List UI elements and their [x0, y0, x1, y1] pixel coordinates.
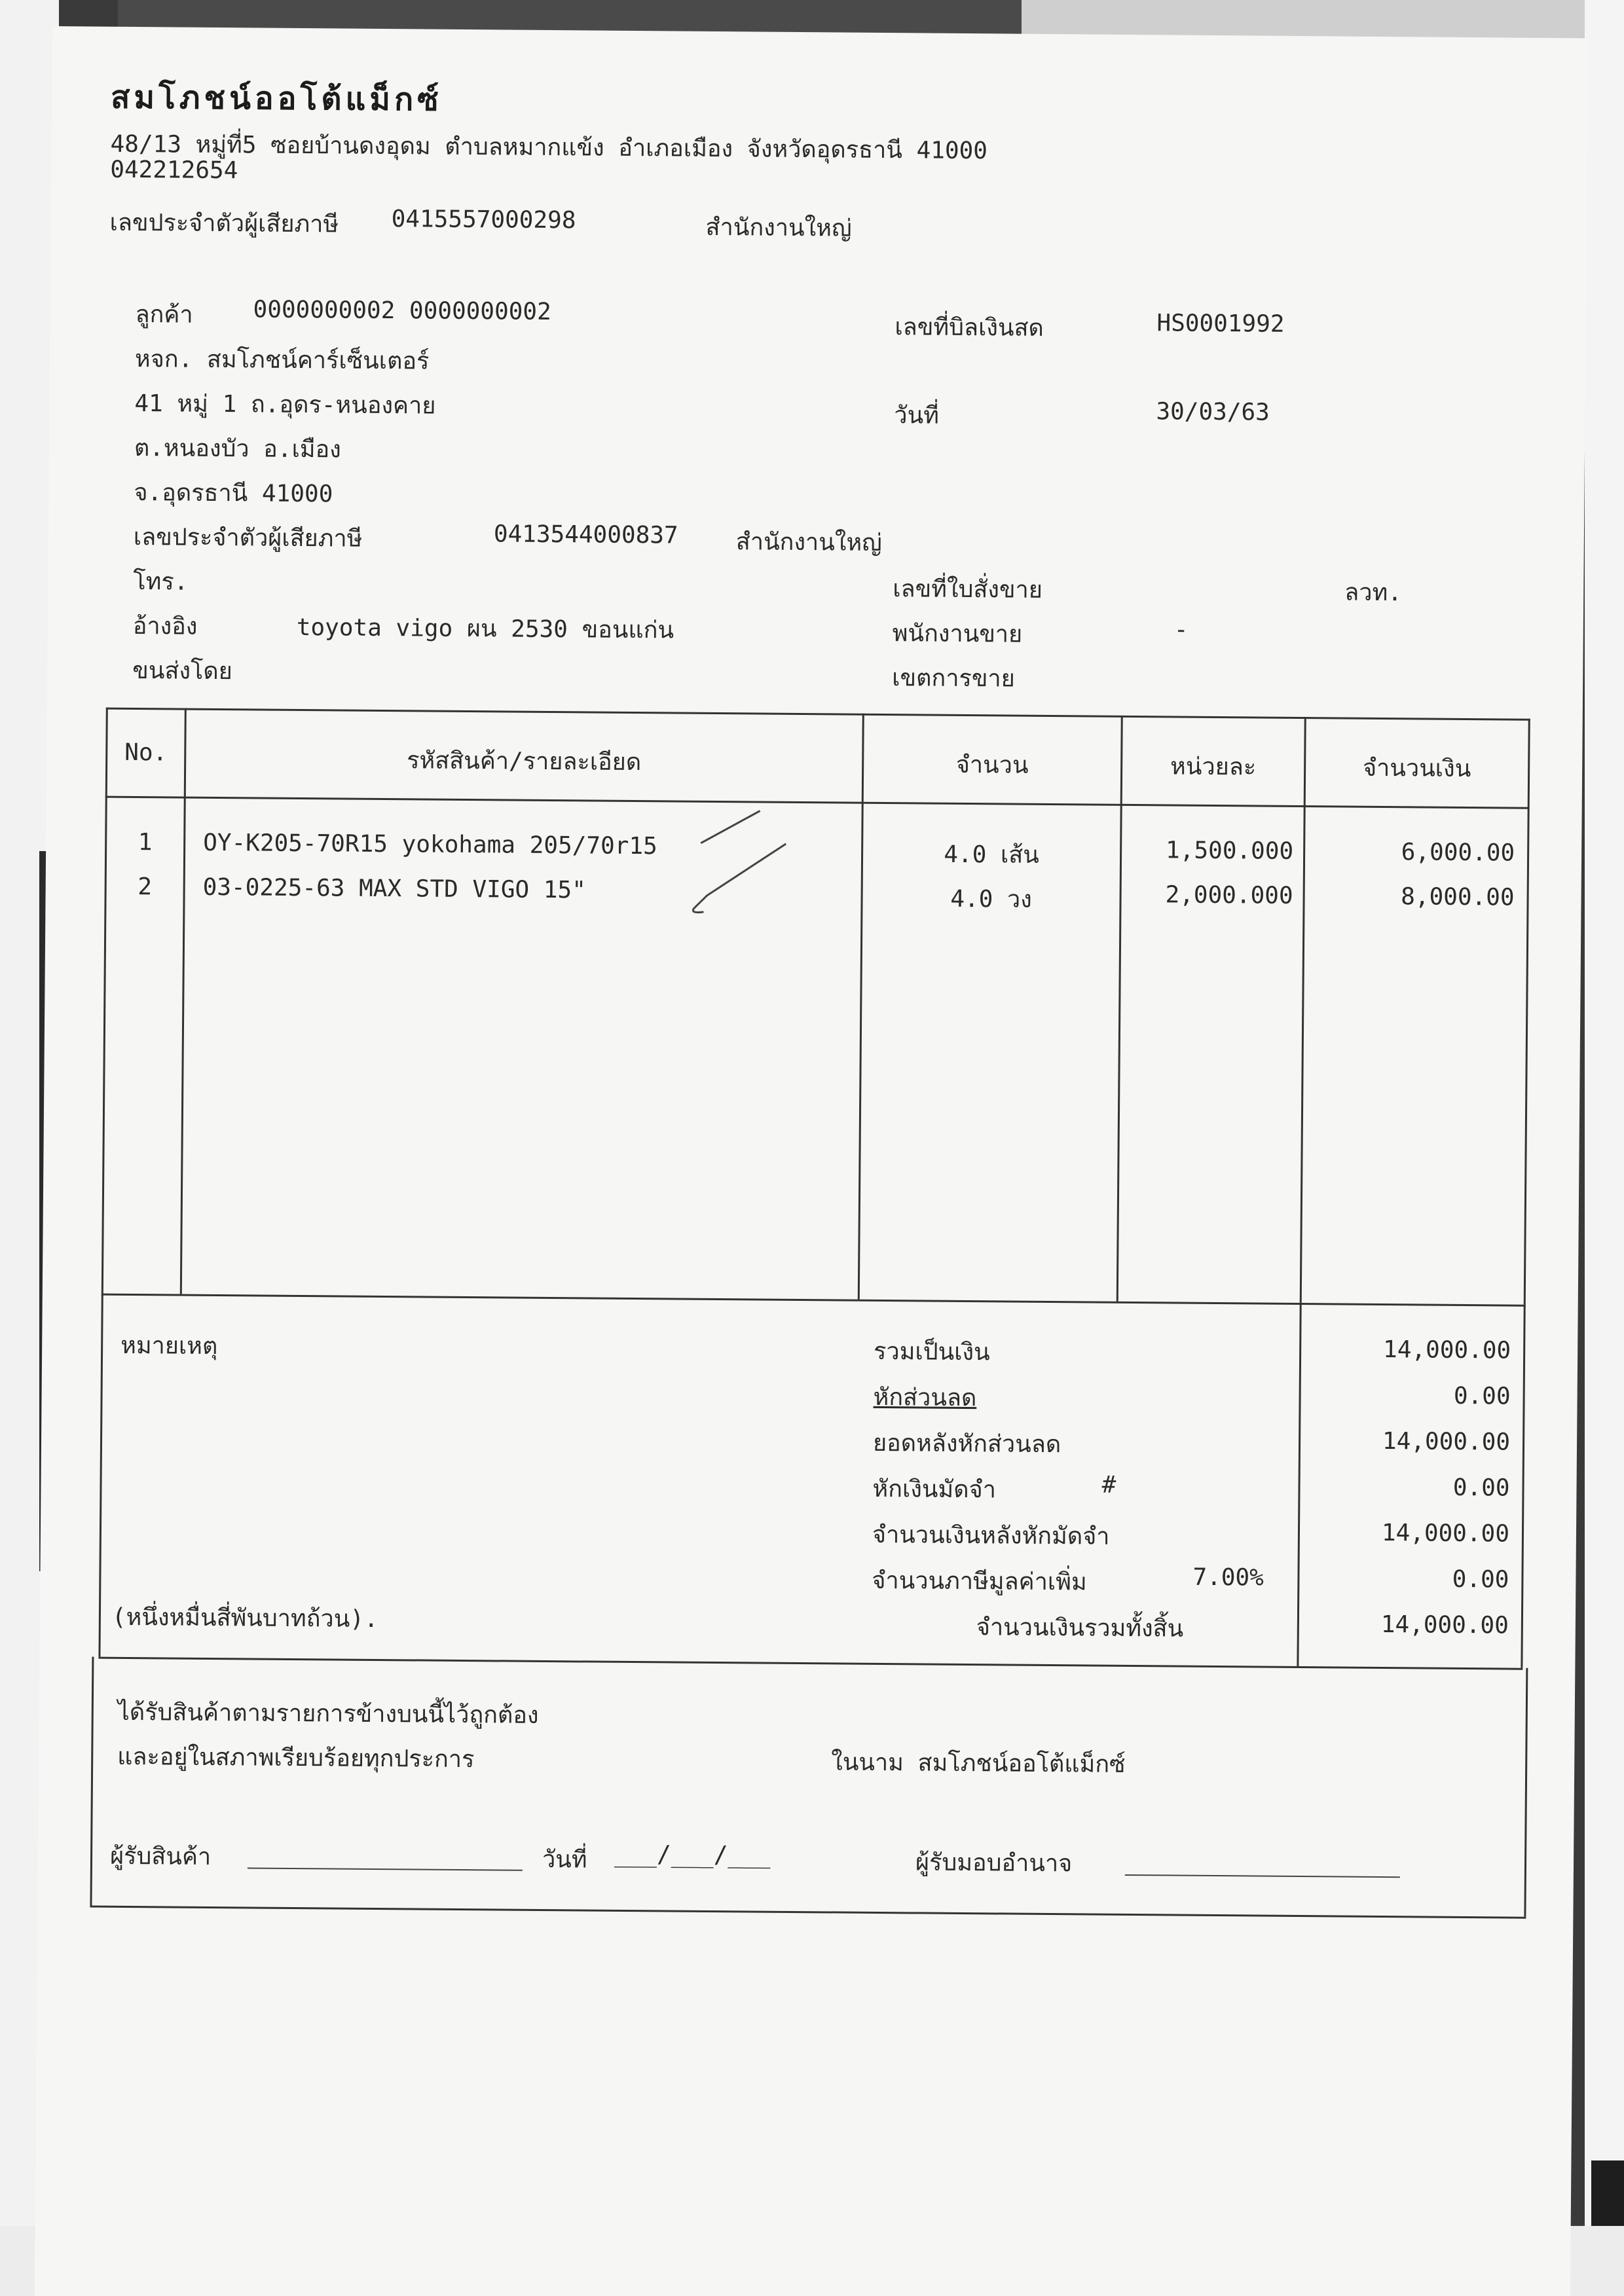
salesperson-label: พนักงานขาย [892, 620, 1023, 648]
vat-rate: 7.00% [1192, 1563, 1264, 1592]
row-item: 03-0225-63 MAX STD VIGO 15" [202, 873, 587, 904]
grand-total-value: 14,000.00 [1380, 1611, 1509, 1639]
receiver-label: ผู้รับสินค้า [109, 1842, 212, 1870]
header-qty: จำนวน [955, 751, 1029, 779]
row-no: 2 [138, 873, 153, 901]
vat-label: จำนวนภาษีมูลค่าเพิ่ม [872, 1567, 1087, 1596]
bill-date-label: วันที่ [894, 402, 940, 429]
receive-date-blank: ___/___/___ [614, 1840, 771, 1869]
customer-reference-label: อ้างอิง [132, 612, 198, 640]
customer-reference: toyota vigo ผน 2530 ขอนแก่น [296, 613, 674, 644]
sales-area-label: เขตการขาย [892, 665, 1015, 693]
row-amount: 6,000.00 [1401, 839, 1515, 867]
receiver-signature-line [248, 1867, 523, 1870]
deposit-hash: # [1101, 1471, 1116, 1499]
row-unit-price: 1,500.000 [1165, 837, 1294, 865]
deposit-value: 0.00 [1452, 1474, 1510, 1502]
customer-tax-id: 0413544000837 [493, 520, 678, 549]
row-qty: 4.0 เส้น [944, 841, 1040, 869]
receipt-paper [35, 26, 1588, 2296]
amount-in-words: (หนึ่งหมื่นสี่พันบาทถ้วน). [111, 1603, 378, 1633]
authorized-signature-line [1125, 1874, 1400, 1878]
received-line2: และอยู่ในสภาพเรียบร้อยทุกประการ [117, 1743, 475, 1774]
customer-address-line3: จ.อุดรธานี 41000 [134, 479, 333, 508]
customer-branch: สำนักงานใหญ่ [735, 528, 882, 556]
discount-value: 0.00 [1453, 1382, 1511, 1410]
bill-date: 30/03/63 [1156, 398, 1270, 426]
header-amount: จำนวนเงิน [1362, 754, 1471, 783]
customer-name: หจก. สมโภชน์คาร์เซ็นเตอร์ [134, 346, 430, 375]
order-suffix: ลวท. [1344, 579, 1403, 607]
salesperson: - [1173, 616, 1189, 644]
after-discount-label: ยอดหลังหักส่วนลด [872, 1429, 1061, 1459]
bill-no: HS0001992 [1156, 310, 1285, 338]
company-branch: สำนักงานใหญ่ [705, 213, 852, 242]
company-tax-id: 0415557000298 [391, 206, 576, 234]
discount-label: หักส่วนลด [873, 1383, 977, 1412]
row-no: 1 [138, 829, 153, 856]
grand-total-label: จำนวนเงินรวมทั้งสิ้น [976, 1614, 1184, 1643]
company-phone: 042212654 [110, 156, 238, 185]
bill-no-label: เลขที่บิลเงินสด [895, 314, 1044, 342]
handwritten-check-mark [687, 804, 799, 922]
company-tax-id-label: เลขประจำตัวผู้เสียภาษี [109, 209, 339, 238]
row-qty: 4.0 วง [950, 885, 1032, 913]
order-no-label: เลขที่ใบสั่งขาย [893, 575, 1043, 604]
customer-address-line1: 41 หมู่ 1 ถ.อุดร-หนองคาย [134, 390, 436, 420]
header-unit-price: หน่วยละ [1170, 753, 1257, 781]
customer-phone-label: โทร. [133, 568, 189, 596]
background-right [1585, 0, 1624, 2296]
header-no: No. [124, 738, 168, 767]
customer-address-line2: ต.หนองบัว อ.เมือง [134, 435, 341, 464]
remark-label: หมายเหตุ [120, 1332, 218, 1360]
after-deposit-label: จำนวนเงินหลังหักมัดจำ [872, 1521, 1110, 1550]
company-name: สมโภชน์ออโต้แม็กซ์ [110, 79, 443, 118]
header-item: รหัสสินค้า/รายละเอียด [407, 747, 642, 776]
vat-value: 0.00 [1452, 1565, 1509, 1594]
subtotal-label: รวมเป็นเงิน [873, 1338, 990, 1366]
customer-label: ลูกค้า [135, 301, 193, 329]
after-discount-value: 14,000.00 [1382, 1428, 1511, 1456]
company-address: 48/13 หมู่ที่5 ซอยบ้านดงอุดม ตำบลหมากแข้ง อำเภอเมือง จังหวัดอุดรธานี 41000 [110, 130, 988, 165]
received-line1: ได้รับสินค้าตามรายการข้างบนนี้ไว้ถูกต้อง [117, 1698, 539, 1729]
after-deposit-value: 14,000.00 [1381, 1520, 1510, 1548]
authorized-label: ผู้รับมอบอำนาจ [915, 1849, 1073, 1878]
customer-shipping-label: ขนส่งโดย [132, 657, 233, 685]
customer-code: 0000000002 0000000002 [253, 296, 551, 325]
subtotal-value: 14,000.00 [1382, 1336, 1511, 1364]
deposit-label: หักเงินมัดจำ [872, 1475, 997, 1504]
receive-date-label: วันที่ [542, 1846, 587, 1874]
row-unit-price: 2,000.000 [1165, 881, 1293, 909]
row-amount: 8,000.00 [1401, 883, 1515, 911]
customer-tax-id-label: เลขประจำตัวผู้เสียภาษี [133, 523, 363, 553]
on-behalf-of: ในนาม สมโภชน์ออโต้แม็กซ์ [831, 1749, 1126, 1778]
row-item: OY-K205-70R15 yokohama 205/70r15 [203, 829, 657, 860]
